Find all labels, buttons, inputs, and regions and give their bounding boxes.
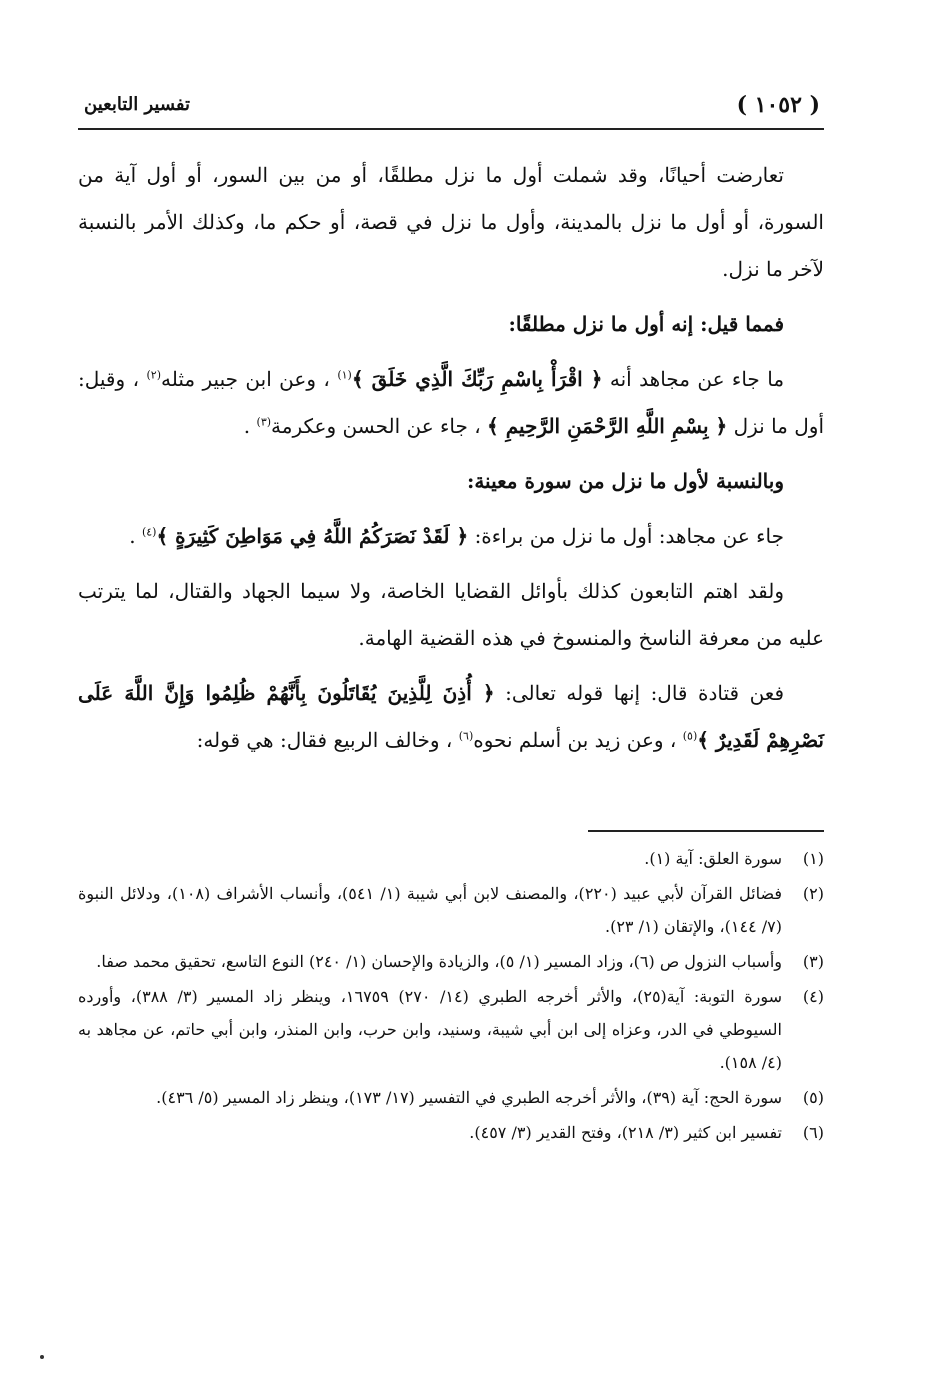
footnote <box>78 945 824 978</box>
section-heading <box>78 458 824 505</box>
text-run: ، وقيل: أول ما نزل <box>78 367 824 438</box>
footnote <box>78 842 824 875</box>
text-run: ، وخالف الربيع فقال: هي قوله: <box>196 728 453 752</box>
footnote-ref: (٤) <box>141 525 157 539</box>
text-run: ، وعن ابن جبير مثله <box>160 367 330 391</box>
footnote-text: سورة الحج: آية (٣٩)، والأثر أخرجه الطبري في التفسير (١٧/ ١٧٣)، وينظر زاد المسير (٥/ ٤٣٦). <box>156 1088 782 1107</box>
footnote-number: (٢) <box>802 884 824 903</box>
footnote-ref: (١) <box>337 368 352 382</box>
section-heading <box>78 301 824 348</box>
page-header <box>78 88 824 130</box>
paragraph-text: تعارضت أحيانًا، وقد شملت أول ما نزل مطلقًا، أو من بين السور، أو أول آية من السورة، أو أول ما نزل بالمدينة، وأول ما نزل في قصة، أو حكم ما، وكذلك الأمر بالنسبة لآخر ما نزل. <box>78 163 824 281</box>
paragraph <box>78 670 824 764</box>
main-text <box>78 152 824 772</box>
book-page <box>78 0 824 1375</box>
text-run: ، وعن زيد بن أسلم نحوه <box>473 728 677 752</box>
footnote-number: (٣) <box>802 952 824 971</box>
page-number: ( ١٠٥٢ ) <box>736 92 820 118</box>
paragraph <box>78 513 824 560</box>
paragraph <box>78 152 824 293</box>
footnote-ref: (٣) <box>256 415 272 429</box>
text-run: ، جاء عن الحسن وعكرمة <box>271 414 481 438</box>
footnote-ref: (٦) <box>458 729 474 743</box>
text-run: ما جاء عن مجاهد أنه <box>609 367 785 391</box>
text-run: . <box>243 414 251 438</box>
quran-verse: ﴿ اقْرَأْ بِاسْمِ رَبِّكَ الَّذِي خَلَقَ ﴾ <box>351 367 603 391</box>
quran-verse: ﴿ لَقَدْ نَصَرَكُمُ اللَّهُ فِي مَوَاطِنَ كَثِيرَةٍ ﴾ <box>156 524 469 548</box>
footnote-ref: (٢) <box>146 368 161 382</box>
book-title: تفسير التابعين <box>84 94 191 115</box>
footnote-ref: (٥) <box>682 729 698 743</box>
text-run: . <box>129 524 136 548</box>
footnote-text: سورة العلق: آية (١). <box>644 849 782 868</box>
footnote-text: فضائل القرآن لأبي عبيد (٢٢٠)، والمصنف لابن أبي شيبة (١/ ٥٤١)، وأنساب الأشراف (١٠٨)، ودلائل النبوة (٧/ ١٤٤)، والإتقان (١/ ٢٣). <box>78 884 783 936</box>
footnote <box>78 877 824 943</box>
footnote <box>78 1116 824 1149</box>
footnote-number: (١) <box>802 849 824 868</box>
footnote <box>78 980 824 1079</box>
heading-text: فمما قيل: إنه أول ما نزل مطلقًا: <box>508 312 784 336</box>
paragraph-text: ولقد اهتم التابعون كذلك بأوائل القضايا الخاصة، ولا سيما الجهاد والقتال، لما يترتب عليه من معرفة الناسخ والمنسوخ في هذه القضية الهامة. <box>78 579 824 650</box>
footnote-number: (٥) <box>802 1088 824 1107</box>
scan-speck <box>40 1355 44 1359</box>
footnote <box>78 1081 824 1114</box>
heading-text: وبالنسبة لأول ما نزل من سورة معينة: <box>466 469 784 493</box>
quran-verse: ﴿ أُذِنَ لِلَّذِينَ يُقَاتَلُونَ بِأَنَّهُمْ ظُلِمُوا وَإِنَّ اللَّهَ عَلَى نَصْرِهِمْ لَقَدِيرٌ ﴾ <box>78 681 824 752</box>
footnote-number: (٤) <box>802 987 824 1006</box>
footnotes <box>78 842 824 1151</box>
paragraph <box>78 356 824 450</box>
paragraph <box>78 568 824 662</box>
footnote-separator <box>588 830 824 832</box>
quran-verse: ﴿ بِسْمِ اللَّهِ الرَّحْمَنِ الرَّحِيمِ ﴾ <box>487 414 728 438</box>
footnote-number: (٦) <box>802 1123 824 1142</box>
footnote-text: سورة التوبة: آية(٢٥)، والأثر أخرجه الطبري (١٤/ ٢٧٠) ١٦٧٥٩، وينظر زاد المسير (٣/ ٣٨٨)، وأورده السيوطي في الدر، وعزاه إلى ابن أبي شيبة، وسنيد، وابن حرب، وابن المنذر، وابن أبي حاتم، عن مجاهد به (٤/ ١٥٨). <box>78 987 783 1072</box>
text-run: جاء عن مجاهد: أول ما نزل من براءة: <box>474 524 784 548</box>
footnote-text: تفسير ابن كثير (٣/ ٢١٨)، وفتح القدير (٣/ ٤٥٧). <box>469 1123 782 1142</box>
text-run: فعن قتادة قال: إنها قوله تعالى: <box>505 681 785 705</box>
footnote-text: وأسباب النزول ص (٦)، وزاد المسير (١/ ٥)، والزيادة والإحسان (١/ ٢٤٠) النوع التاسع، تحقيق محمد صفا. <box>96 952 782 971</box>
